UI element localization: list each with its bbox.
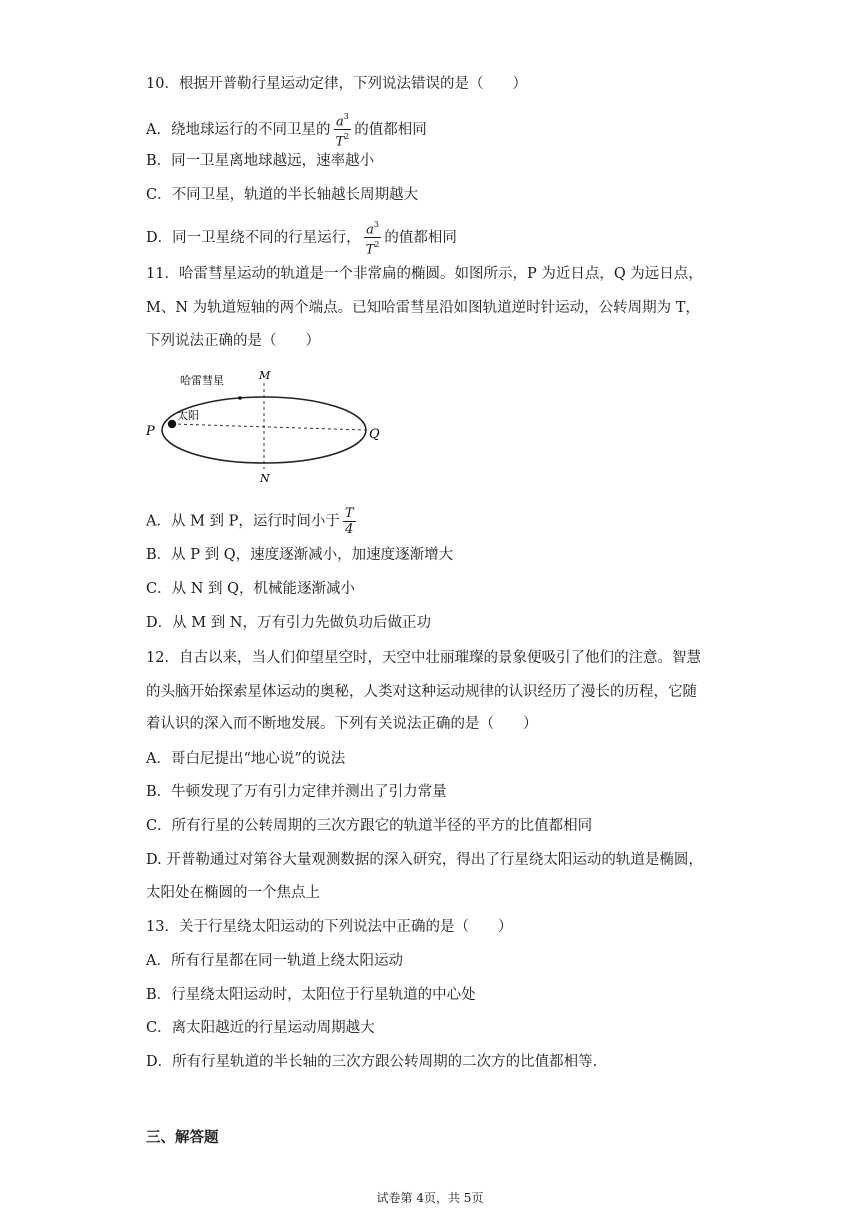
sun-label: 太阳 [177, 409, 199, 422]
q13-option-c: C．离太阳越近的行星运动周期越大 [146, 1020, 375, 1036]
point-m-label: M [259, 369, 271, 382]
point-n-label: N [260, 472, 270, 485]
q12-option-b: B．牛顿发现了万有引力定律并测出了引力常量 [146, 784, 447, 800]
q10-d-text: D．同一卫星绕不同的行星运行， [146, 229, 361, 246]
q10-option-d [146, 218, 457, 258]
major-axis-line [172, 424, 366, 430]
q12-option-d-line2: 太阳处在椭圆的一个焦点上 [146, 885, 320, 901]
q13-option-d: D．所有行星轨道的半长轴的三次方跟公转周期的二次方的比值都相等. [146, 1054, 598, 1070]
q12-option-c: C．所有行星的公转周期的三次方跟它的轨道半径的平方的比值都相同 [146, 818, 593, 834]
q13-stem: 13．关于行星绕太阳运动的下列说法中正确的是（ ） [146, 919, 513, 935]
q10-d-text-post: 的值都相同 [384, 229, 457, 246]
page-footer: 试卷第 4页，共 5页 [376, 1191, 484, 1205]
q12-stem-line1: 12．自古以来，当人们仰望星空时，天空中壮丽璀璨的景象便吸引了他们的注意。智慧 [146, 650, 701, 666]
q11-option-a [146, 506, 359, 537]
q10-option-a [146, 110, 427, 150]
q10-a-text: A．绕地球运行的不同卫星的 [146, 121, 331, 138]
q10-stem: 10．根据开普勒行星运动定律，下列说法错误的是（ ） [146, 76, 527, 92]
point-q-label: Q [369, 427, 380, 442]
q11-stem-line3: 下列说法正确的是（ ） [146, 333, 320, 349]
section-title: 三、解答题 [146, 1129, 219, 1146]
q11-option-c: C．从 N 到 Q，机械能逐渐减小 [146, 581, 355, 597]
halley-orbit-diagram [140, 365, 400, 490]
q13-option-a: A．所有行星都在同一轨道上绕太阳运动 [146, 953, 403, 969]
q11-stem-line1: 11．哈雷彗星运动的轨道是一个非常扁的椭圆。如图所示，P 为近日点，Q 为远日点， [146, 266, 703, 282]
q13-option-b: B．行星绕太阳运动时，太阳位于行星轨道的中心处 [146, 987, 476, 1003]
q12-stem-line2: 的头脑开始探索星体运动的奥秘，人类对这种运动规律的认识经历了漫长的历程，它随 [146, 684, 697, 700]
point-p-label: P [146, 424, 155, 439]
q11-a-text: A．从 M 到 P，运行时间小于 [146, 513, 340, 530]
q11-stem-line2: M、N 为轨道短轴的两个端点。已知哈雷彗星沿如图轨道逆时针运动，公转周期为 T， [146, 300, 700, 316]
q10-a-text-post: 的值都相同 [354, 121, 427, 138]
comet-label: 哈雷彗星 [180, 374, 224, 387]
q11-option-d: D．从 M 到 N，万有引力先做负功后做正功 [146, 615, 431, 631]
q12-option-d-line1: D. 开普勒通过对第谷大量观测数据的深入研究，得出了行星绕太阳运动的轨道是椭圆， [146, 852, 703, 868]
q12-stem-line3: 着认识的深入而不断地发展。下列有关说法正确的是（ ） [146, 716, 538, 732]
q12-option-a: A．哥白尼提出“地心说”的说法 [146, 751, 346, 767]
q11-option-b: B．从 P 到 Q，速度逐渐减小，加速度逐渐增大 [146, 547, 454, 563]
comet-dot [238, 396, 242, 400]
sun-dot [168, 420, 176, 428]
orbit-ellipse [162, 397, 366, 463]
q10-a-fraction: $\frac{a^3}{T^2}$ [335, 112, 350, 150]
q10-option-c: C．不同卫星，轨道的半长轴越长周期越大 [146, 187, 419, 203]
q10-option-b: B．同一卫星离地球越远，速率越小 [146, 153, 375, 169]
q11-a-fraction: $\frac{T}{4}$ [344, 506, 354, 537]
q10-d-fraction: $\frac{a^3}{T^2}$ [365, 220, 380, 258]
